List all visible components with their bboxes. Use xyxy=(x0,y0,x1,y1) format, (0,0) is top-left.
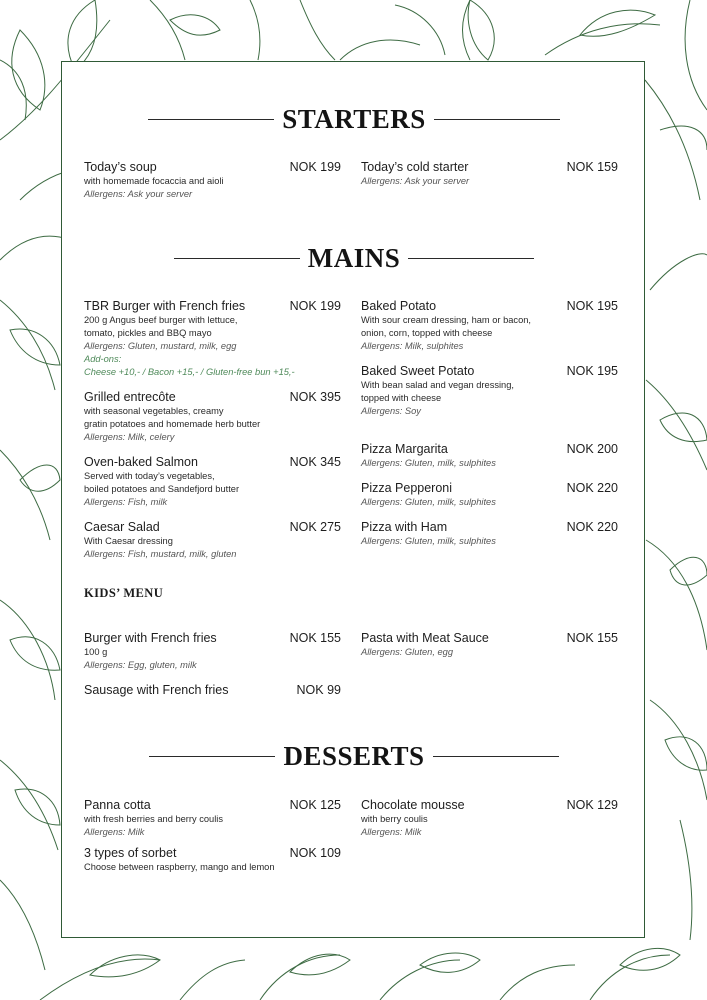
menu-item xyxy=(84,631,341,672)
menu-item xyxy=(361,160,618,188)
item-allergens: Allergens: Gluten, mustard, milk, egg xyxy=(84,341,237,351)
item-name: Pizza Margarita xyxy=(361,442,448,456)
item-allergens: Allergens: Gluten, egg xyxy=(361,647,453,657)
menu-item xyxy=(84,520,341,561)
item-name: Pizza Pepperoni xyxy=(361,481,453,495)
item-description: topped with cheese xyxy=(361,393,442,403)
item-description: Served with today’s vegetables, xyxy=(84,471,215,481)
item-description: boiled potatoes and Sandefjord butter xyxy=(84,484,240,494)
item-description: tomato, pickles and BBQ mayo xyxy=(84,328,212,338)
item-allergens: Allergens: Ask your server xyxy=(84,189,193,199)
section-title: DESSERTS xyxy=(283,741,425,771)
item-description: With sour cream dressing, ham or bacon, xyxy=(361,315,531,325)
item-name: Baked Sweet Potato xyxy=(361,364,475,378)
item-description: With bean salad and vegan dressing, xyxy=(361,380,514,390)
item-price: NOK 155 xyxy=(289,631,341,645)
item-description: gratin potatoes and homemade herb butter xyxy=(84,419,261,429)
addons-list: Cheese +10,- / Bacon +15,- / Gluten-free bun +15,- xyxy=(84,367,295,377)
item-allergens: Allergens: Gluten, milk, sulphites xyxy=(361,497,496,507)
item-name: Pasta with Meat Sauce xyxy=(361,631,489,645)
item-price: NOK 345 xyxy=(289,455,341,469)
desserts-heading xyxy=(62,741,646,772)
item-allergens: Allergens: Milk, celery xyxy=(84,432,175,442)
menu-item xyxy=(84,160,341,201)
item-allergens: Allergens: Soy xyxy=(361,406,421,416)
mains-heading xyxy=(62,243,646,274)
item-price: NOK 199 xyxy=(289,299,341,313)
item-allergens: Allergens: Milk, sulphites xyxy=(361,341,464,351)
kids-menu-title: KIDS’ MENU xyxy=(84,586,164,600)
item-name: TBR Burger with French fries xyxy=(84,299,246,313)
item-price: NOK 155 xyxy=(566,631,618,645)
menu-item xyxy=(84,846,341,874)
item-description: Choose between raspberry, mango and lemon xyxy=(84,862,275,872)
item-description: with fresh berries and berry coulis xyxy=(84,814,223,824)
divider-line xyxy=(408,258,534,259)
divider-line xyxy=(434,119,560,120)
divider-line xyxy=(174,258,300,259)
item-price: NOK 275 xyxy=(289,520,341,534)
item-name: Pizza with Ham xyxy=(361,520,448,534)
divider-line xyxy=(148,119,274,120)
item-description: with seasonal vegetables, creamy xyxy=(84,406,224,416)
menu-item xyxy=(361,520,618,548)
item-price: NOK 125 xyxy=(289,798,341,812)
divider-line xyxy=(433,756,559,757)
item-price: NOK 220 xyxy=(566,520,618,534)
item-name: Grilled entrecôte xyxy=(84,390,176,404)
item-price: NOK 220 xyxy=(566,481,618,495)
item-price: NOK 109 xyxy=(289,846,341,860)
menu-item xyxy=(361,631,618,659)
item-name: Baked Potato xyxy=(361,299,437,313)
item-price: NOK 99 xyxy=(296,683,341,697)
item-description: 200 g Angus beef burger with lettuce, xyxy=(84,315,238,325)
item-price: NOK 199 xyxy=(289,160,341,174)
item-name: Today’s cold starter xyxy=(361,160,469,174)
starters-heading xyxy=(62,104,646,135)
item-name: Chocolate mousse xyxy=(361,798,465,812)
item-price: NOK 200 xyxy=(566,442,618,456)
item-name: Caesar Salad xyxy=(84,520,160,534)
menu-item xyxy=(361,798,618,839)
item-name: Oven-baked Salmon xyxy=(84,455,198,469)
menu-item xyxy=(84,798,341,839)
item-allergens: Allergens: Gluten, milk, sulphites xyxy=(361,458,496,468)
item-price: NOK 129 xyxy=(566,798,618,812)
item-price: NOK 159 xyxy=(566,160,618,174)
item-name: Sausage with French fries xyxy=(84,683,229,697)
item-price: NOK 195 xyxy=(566,299,618,313)
menu-item xyxy=(361,481,618,509)
divider-line xyxy=(149,756,275,757)
menu-item xyxy=(84,455,341,509)
menu-item xyxy=(361,299,618,353)
item-name: Burger with French fries xyxy=(84,631,217,645)
item-description: 100 g xyxy=(84,647,108,657)
menu-item xyxy=(84,299,341,379)
menu-item xyxy=(361,364,618,418)
item-name: Panna cotta xyxy=(84,798,151,812)
item-allergens: Allergens: Fish, milk xyxy=(84,497,168,507)
item-allergens: Allergens: Fish, mustard, milk, gluten xyxy=(84,549,237,559)
menu-card xyxy=(61,61,645,938)
item-allergens: Allergens: Milk xyxy=(361,827,422,837)
addons-label: Add-ons: xyxy=(84,354,122,364)
item-allergens: Allergens: Ask your server xyxy=(361,176,470,186)
item-allergens: Allergens: Milk xyxy=(84,827,145,837)
item-description: With Caesar dressing xyxy=(84,536,173,546)
item-description: with homemade focaccia and aioli xyxy=(84,176,224,186)
item-name: Today’s soup xyxy=(84,160,157,174)
item-name: 3 types of sorbet xyxy=(84,846,177,860)
section-title: MAINS xyxy=(307,243,401,273)
item-description: onion, corn, topped with cheese xyxy=(361,328,493,338)
menu-item xyxy=(361,442,618,470)
item-allergens: Allergens: Gluten, milk, sulphites xyxy=(361,536,496,546)
menu-item xyxy=(84,390,341,444)
item-allergens: Allergens: Egg, gluten, milk xyxy=(84,660,197,670)
item-price: NOK 395 xyxy=(289,390,341,404)
section-title: STARTERS xyxy=(282,104,426,134)
menu-item xyxy=(84,683,341,697)
item-price: NOK 195 xyxy=(566,364,618,378)
item-description: with berry coulis xyxy=(361,814,428,824)
